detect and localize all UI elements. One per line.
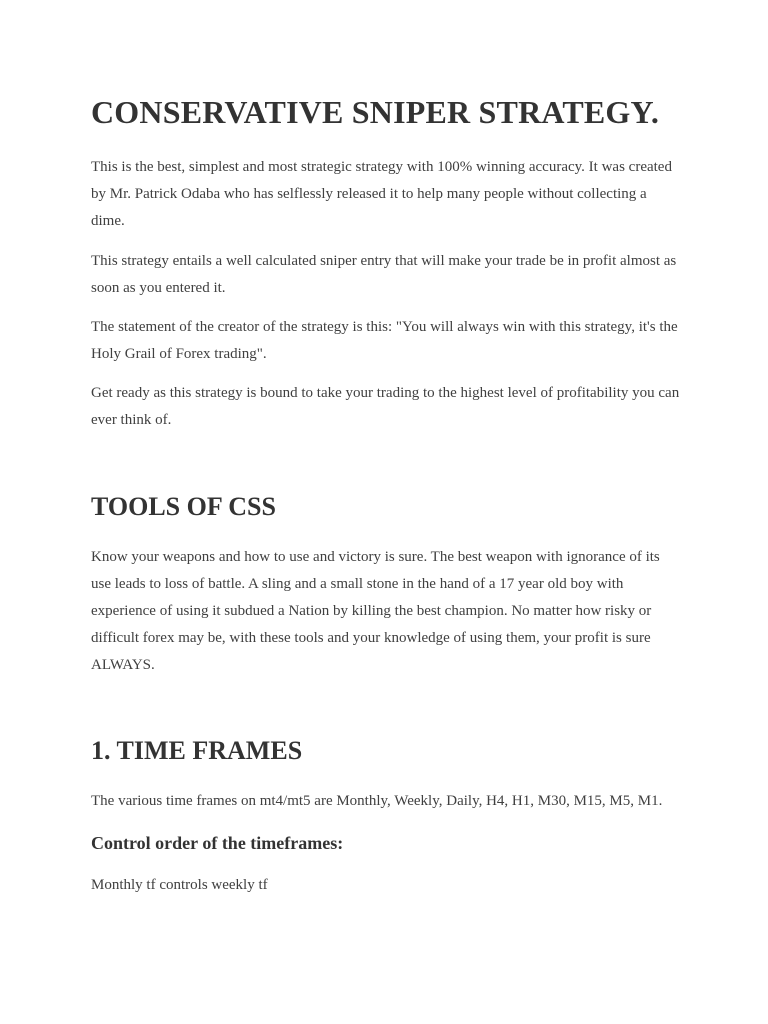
tools-paragraph: Know your weapons and how to use and victory is sure. The best weapon with ignorance of its use leads to loss of battle. A sling and a small stone in the hand of a 17 year old boy with experience of using it subdued a Nation by killing the best champion. No matter how risky or difficult forex may be, with these tools and your knowledge of using them, your profit is sure ALWAYS. (91, 549, 660, 673)
intro-paragraph-4: Get ready as this strategy is bound to take your trading to the highest level of profitability you can ever think of. (91, 385, 680, 428)
tools-heading: TOOLS OF CSS (91, 492, 276, 521)
intro-paragraph-3: The statement of the creator of the strategy is this: "You will always win with this strategy, it's the Holy Grail of Forex trading". (91, 319, 678, 362)
intro-paragraph-1: This is the best, simplest and most strategic strategy with 100% winning accuracy. It was created by Mr. Patrick Odaba who has selflessly released it to help many people without collecting a dime. (91, 159, 672, 229)
control-order-paragraph: Monthly tf controls weekly tf (91, 877, 268, 893)
control-order-heading: Control order of the timeframes: (91, 833, 344, 853)
intro-paragraph-2: This strategy entails a well calculated sniper entry that will make your trade be in profit almost as soon as you entered it. (91, 253, 677, 296)
time-frames-paragraph: The various time frames on mt4/mt5 are Monthly, Weekly, Daily, H4, H1, M30, M15, M5, M1. (91, 793, 663, 809)
document-title: CONSERVATIVE SNIPER STRATEGY. (91, 94, 660, 130)
time-frames-heading: 1. TIME FRAMES (91, 736, 303, 765)
